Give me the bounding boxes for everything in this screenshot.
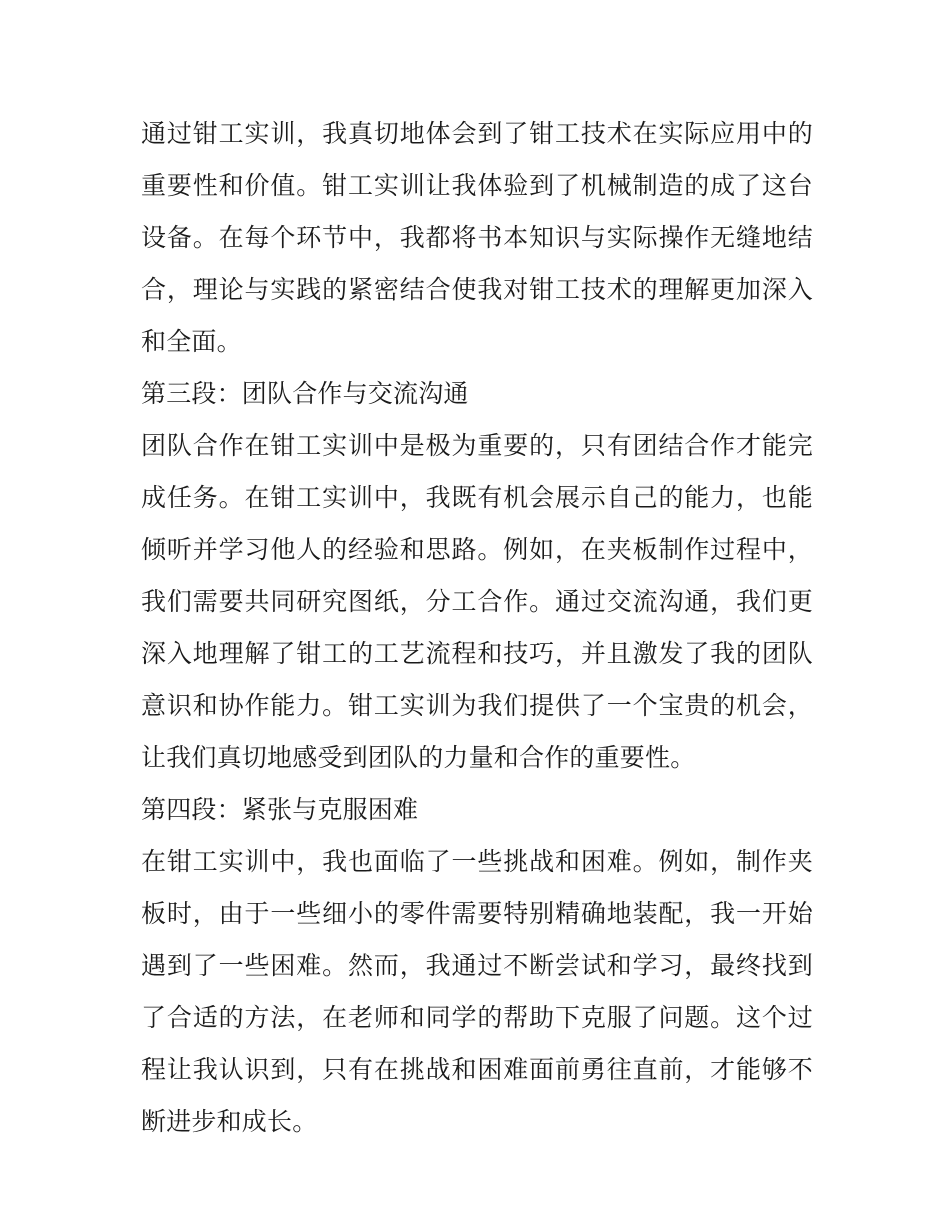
- section-heading-3: 第三段：团队合作与交流沟通: [141, 379, 469, 408]
- body-paragraph-1: 通过钳工实训，我真切地体会到了钳工技术在实际应用中的重要性和价值。钳工实训让我体验到了机械制造的成了这台设备。在每个环节中，我都将书本知识与实际操作无缝地结合，理论与实践的紧密结合使我对钳工技术的理解更加深入和全面。: [141, 119, 813, 356]
- body-paragraph-3: 在钳工实训中，我也面临了一些挑战和困难。例如，制作夹板时，由于一些细小的零件需要特别精确地装配，我一开始遇到了一些困难。然而，我通过不断尝试和学习，最终找到了合适的方法，在老师和同学的帮助下克服了问题。这个过程让我认识到，只有在挑战和困难面前勇往直前，才能够不断进步和成长。: [141, 847, 813, 1136]
- section-heading-4: 第四段：紧张与克服困难: [141, 795, 419, 824]
- body-paragraph-2: 团队合作在钳工实训中是极为重要的，只有团结合作才能完成任务。在钳工实训中，我既有机会展示自己的能力，也能倾听并学习他人的经验和思路。例如，在夹板制作过程中，我们需要共同研究图纸，分工合作。通过交流沟通，我们更深入地理解了钳工的工艺流程和技巧，并且激发了我的团队意识和协作能力。钳工实训为我们提供了一个宝贵的机会，让我们真切地感受到团队的力量和合作的重要性。: [141, 431, 813, 772]
- document-body: [141, 108, 813, 1148]
